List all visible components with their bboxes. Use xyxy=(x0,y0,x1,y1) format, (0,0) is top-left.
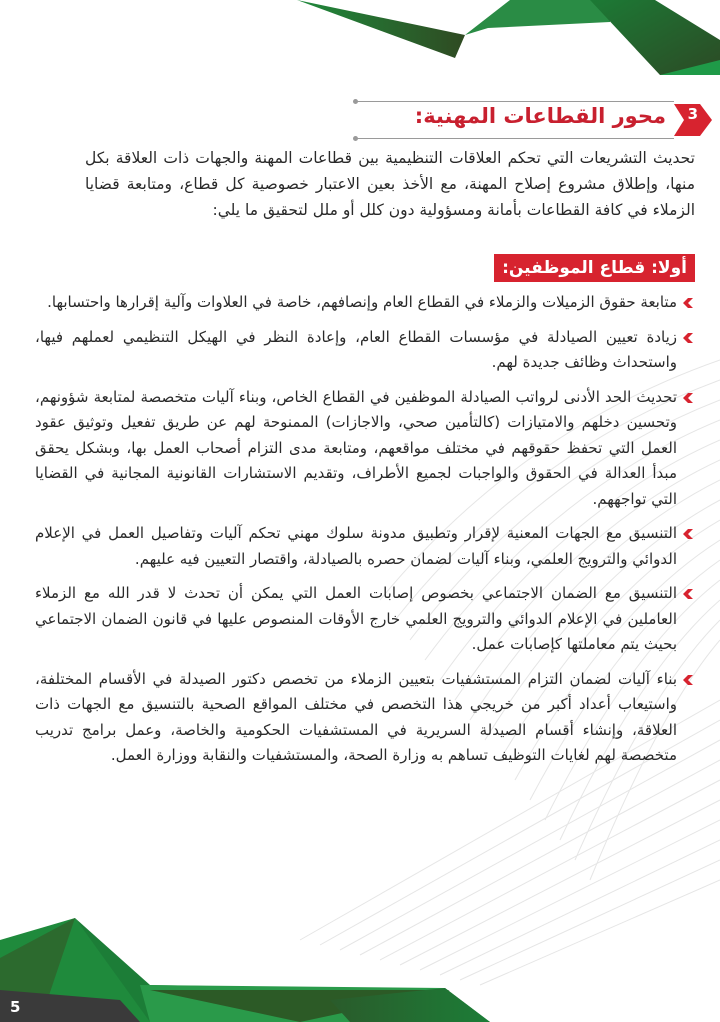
intro-paragraph: تحديث التشريعات التي تحكم العلاقات التنظيمية بين قطاعات المهنة والجهات ذات العلاقة بكل منها، وإطلاق مشروع إصلاح المهنة، مع الأخذ بعين الاعتبار خصوصية كل قطاع، ومتابعة قضايا الزملاء في كافة القطاعات بأمانة ومسؤولية دون كلل أو ملل لتحقيق ما يلي: xyxy=(85,149,695,219)
chevron-bullet-icon xyxy=(683,298,693,308)
header-rule-top xyxy=(356,101,674,102)
list-item-text: التنسيق مع الجهات المعنية لإقرار وتطبيق مدونة سلوك مهني تحكم آليات وتفاصيل العمل في الإعلام الدوائي والترويج العلمي، وبناء آليات لضمان حصره بالصيادلة، واقتصار التعيين فيه عليهم. xyxy=(35,524,677,568)
list-item xyxy=(35,325,695,376)
chevron-bullet-icon xyxy=(683,333,693,343)
list-item xyxy=(35,521,695,572)
list-item-text: التنسيق مع الضمان الاجتماعي بخصوص إصابات العمل التي يمكن أن تحدث لا قدر الله مع الزملاء العاملين في الإعلام الدوائي والترويج العلمي خارج الأوقات المنصوص عليها في قانون الضمان الاجتماعي بحيث يتم معاملتها كإصابات عمل. xyxy=(35,584,677,653)
list-item xyxy=(35,385,695,513)
subsection-heading: أولا: قطاع الموظفين: xyxy=(494,254,695,282)
chevron-bullet-icon xyxy=(683,393,693,403)
list-item xyxy=(35,581,695,658)
chevron-bullet-icon xyxy=(683,589,693,599)
header-rule-bottom xyxy=(356,138,674,139)
section-number: 3 xyxy=(687,105,698,123)
section-title: محور القطاعات المهنية: xyxy=(414,104,666,128)
list-item-text: بناء آليات لضمان التزام المستشفيات بتعيين الزملاء من تخصص دكتور الصيدلة في الأقسام المختلفة، واستيعاب أعداد أكبر من خريجي هذا التخصص في مختلف المواقع الصحية بالتنسيق مع الجهات ذات العلاقة، وإنشاء أقسام الصيدلة السريرية في المستشفيات الحكومية والخاصة، وعمل برامج تدريب متخصصة لهم لغايات التوظيف تساهم به وزارة الصحة، والمستشفيات والنقابة ووزارة العمل. xyxy=(35,669,677,764)
chevron-bullet-icon xyxy=(683,675,693,685)
bullet-list xyxy=(35,290,695,769)
chevron-bullet-icon xyxy=(683,529,693,539)
list-item-text: زيادة تعيين الصيادلة في مؤسسات القطاع العام، وإعادة النظر في الهيكل التنظيمي لعملهم فيها، واستحداث وظائف جديدة لهم. xyxy=(35,327,677,371)
list-item-text: تحديث الحد الأدنى لرواتب الصيادلة الموظفين في القطاع الخاص، وبناء آليات متخصصة لمتابعة شؤونهم، وتحسين دخلهم والامتيازات (كالتأمين صحي، والاجازات) الممنوحة لهم عن طريق تفعيل وتوثيق عقود العمل التي تحفظ حقوقهم في مختلف مواقعهم، ومتابعة مدى التزام أصحاب العمل بها، وبشكل يحقق مبدأ العدالة في الحقوق والواجبات لجميع الأطراف، وتقديم الاستشارات القانونية المجانية في القضايا التي تواجههم. xyxy=(35,387,677,508)
page-number: 5 xyxy=(10,998,21,1016)
list-item xyxy=(35,290,695,316)
section-header xyxy=(352,98,712,142)
list-item-text: متابعة حقوق الزميلات والزملاء في القطاع العام وإنصافهم، خاصة في العلاوات وآلية إقرارها واحتسابها. xyxy=(47,293,677,311)
list-item xyxy=(35,667,695,769)
